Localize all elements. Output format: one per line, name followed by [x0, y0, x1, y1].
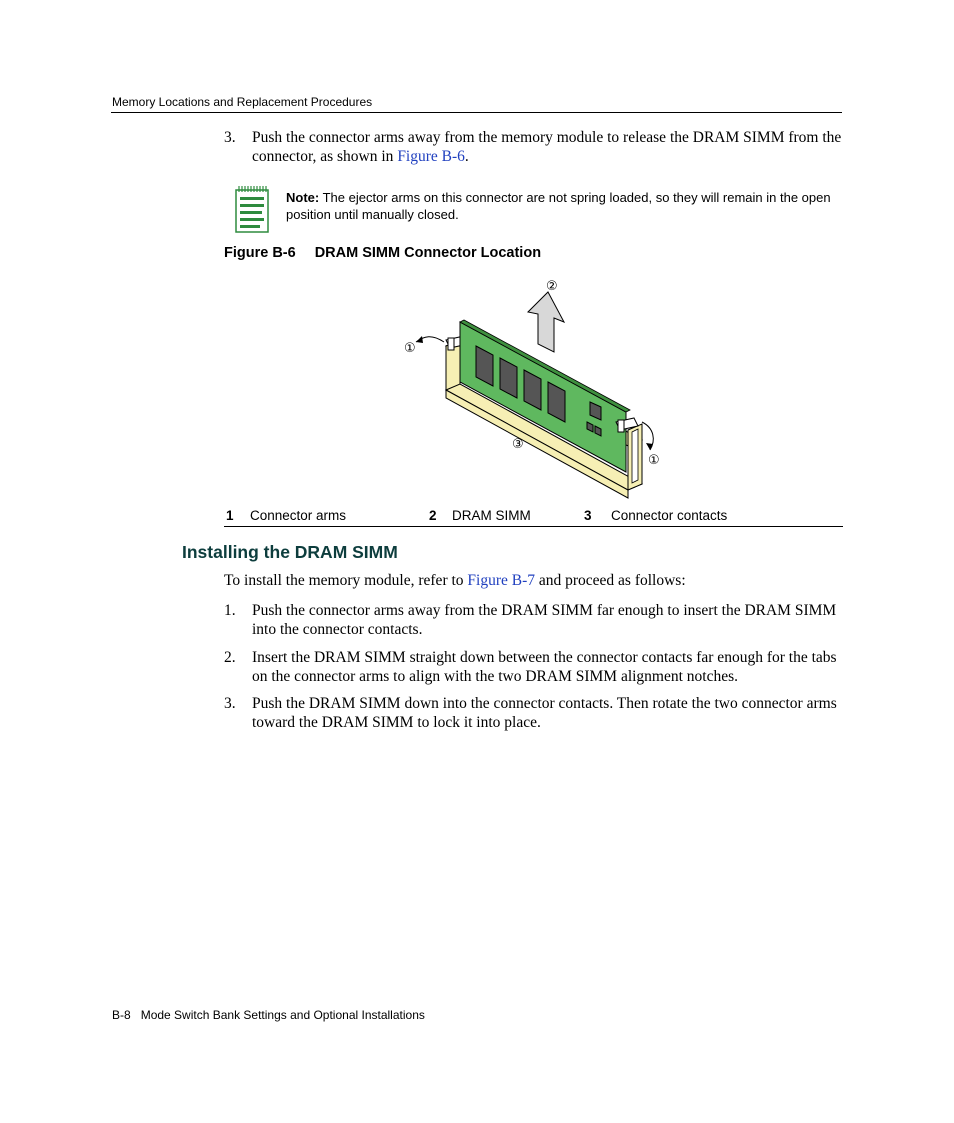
legend-label: DRAM SIMM — [452, 508, 531, 523]
intro-paragraph — [224, 571, 844, 590]
intro-text-after: and proceed as follows: — [535, 572, 686, 589]
legend-rule — [224, 526, 843, 527]
callout-arm-right: ① — [648, 452, 660, 467]
running-header: Memory Locations and Replacement Procedures — [112, 95, 373, 109]
section-heading: Installing the DRAM SIMM — [182, 542, 398, 562]
step-number: 2. — [224, 649, 236, 666]
intro-text-before: To install the memory module, refer to — [224, 572, 468, 589]
step-number: 3. — [224, 129, 236, 146]
chapter-title: Mode Switch Bank Settings and Optional Installations — [140, 1008, 425, 1022]
step-text: Push the connector arms away from the DRAM SIMM far enough to insert the DRAM SIMM into the connector contacts. — [252, 602, 837, 638]
figure-title: DRAM SIMM Connector Location — [314, 245, 542, 261]
callout-simm: ② — [546, 278, 558, 293]
figure-b6-link[interactable]: Figure B-6 — [397, 148, 465, 165]
legend-number: 3 — [584, 508, 592, 523]
dram-simm-illustration — [380, 272, 680, 502]
notepad-icon — [234, 184, 270, 234]
step-text — [252, 128, 847, 166]
step-text: Push the DRAM SIMM down into the connector contacts. Then rotate the two connector arms toward the DRAM SIMM to lock it into place. — [252, 695, 837, 731]
step-text-before: Push the connector arms away from the memory module to release the DRAM SIMM from the connector, as shown in — [252, 129, 842, 165]
legend-label: Connector arms — [250, 508, 347, 523]
note-label: Note: — [286, 190, 320, 205]
callout-arm-left: ① — [404, 340, 416, 355]
figure-b7-link[interactable]: Figure B-7 — [467, 572, 535, 589]
header-rule — [111, 112, 842, 113]
legend-number: 1 — [226, 508, 234, 523]
figure-caption — [224, 245, 541, 261]
running-footer — [112, 1008, 425, 1022]
figure-number: Figure B-6 — [224, 245, 296, 261]
legend-label: Connector contacts — [611, 508, 728, 523]
page-number: B-8 — [112, 1008, 131, 1022]
step-text: Insert the DRAM SIMM straight down between the connector contacts far enough for the tabs on the connector arms to align with the two DRAM SIMM alignment notches. — [252, 649, 837, 685]
note-body: The ejector arms on this connector are not spring loaded, so they will remain in the open position until manually closed. — [286, 190, 831, 222]
step-number: 3. — [224, 695, 236, 712]
note-text — [286, 189, 846, 223]
step-text-after: . — [464, 148, 469, 165]
callout-contacts: ③ — [512, 436, 524, 451]
step-number: 1. — [224, 602, 236, 619]
legend-number: 2 — [429, 508, 437, 523]
figure-legend — [224, 508, 843, 526]
